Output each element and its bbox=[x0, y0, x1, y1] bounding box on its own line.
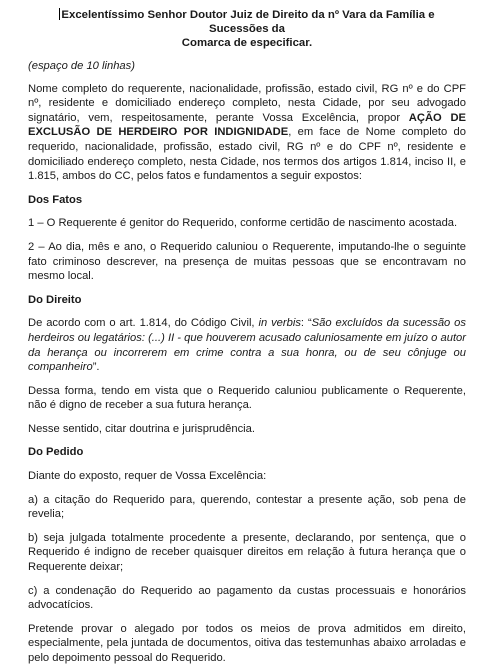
provas-paragraph: Pretende provar o alegado por todos os meios de prova admitidos em direito, especialmente, pela juntada de documentos, oitiva das testemunhas abaixo arroladas e pelo depoimento pessoal do Requerido. bbox=[28, 622, 466, 664]
pedido-intro: Diante do exposto, requer de Vossa Excelência: bbox=[28, 470, 267, 483]
document-heading bbox=[28, 8, 466, 50]
intro-paragraph bbox=[28, 82, 466, 184]
heading-line-1: Excelentíssimo Senhor Doutor Juiz de Direito da nº Vara da Família e Sucessões da bbox=[61, 9, 435, 35]
direito-p1-end: ”. bbox=[92, 361, 100, 374]
pedido-item-c: c) a condenação do Requerido ao pagamento da custas processuais e honorários advocatícios. bbox=[28, 584, 466, 612]
direito-p1-part-2: : “ bbox=[300, 317, 312, 330]
action-name: AÇÃO DE EXCLUSÃO DE HERDEIRO POR INDIGNIDADE bbox=[28, 111, 466, 139]
in-verbis: in verbis bbox=[258, 317, 301, 330]
legal-quote: São excluídos da sucessão os herdeiros ou legatários: (...) II - que houverem acusado caluniosamente em juízo o autor da herança ou incorrerem em crime contra a sua honra, ou de seu cônjuge ou companheiro bbox=[28, 317, 466, 374]
intro-part-2: , em face de Nome completo do requerido, nacionalidade, profissão, estado civil, RG nº e do CPF nº, residente e domiciliado endereço completo, nesta Cidade, nos termos dos artigos 1.814, inciso II, e 1.815, ambos do CC, pelos fatos e fundamentos a seguir expostos: bbox=[28, 126, 466, 183]
direito-p1-part-1: De acordo com o art. 1.814, do Código Civil, bbox=[28, 317, 259, 330]
section-title-direito: Do Direito bbox=[28, 293, 82, 306]
section-title-pedido: Do Pedido bbox=[28, 446, 84, 459]
pedido-item-b: b) seja julgada totalmente procedente a presente, declarando, por sentença, que o Requerido é indigno de receber quaisquer direitos em relação à futura herança que o Requerente deixar; bbox=[28, 531, 466, 574]
direito-paragraph-1 bbox=[28, 316, 466, 374]
direito-paragraph-3: Nesse sentido, citar doutrina e jurisprudência. bbox=[28, 422, 255, 435]
pedido-item-a: a) a citação do Requerido para, querendo, contestar a presente ação, sob pena de revelia; bbox=[28, 493, 466, 521]
fato-1: 1 – O Requerente é genitor do Requerido, conforme certidão de nascimento acostada. bbox=[28, 217, 458, 230]
spacer-note: (espaço de 10 linhas) bbox=[28, 60, 135, 72]
intro-part-1: Nome completo do requerente, nacionalidade, profissão, estado civil, RG nº e do CPF nº, residente e domiciliado endereço completo, nesta Cidade, por seu advogado signatário, vem, respeitosamente, perante Vossa Excelência, propor bbox=[28, 82, 466, 124]
direito-paragraph-2: Dessa forma, tendo em vista que o Requerido caluniou publicamente o Requerente, não é digno de receber a sua futura herança. bbox=[28, 384, 466, 412]
heading-line-2: Comarca de especificar. bbox=[181, 37, 313, 49]
section-title-fatos: Dos Fatos bbox=[28, 193, 83, 206]
fato-2: 2 – Ao dia, mês e ano, o Requerido caluniou o Requerente, imputando-lhe o seguinte fato criminoso descrever, na presença de muitas pessoas que se encontravam no mesmo local. bbox=[28, 240, 466, 283]
